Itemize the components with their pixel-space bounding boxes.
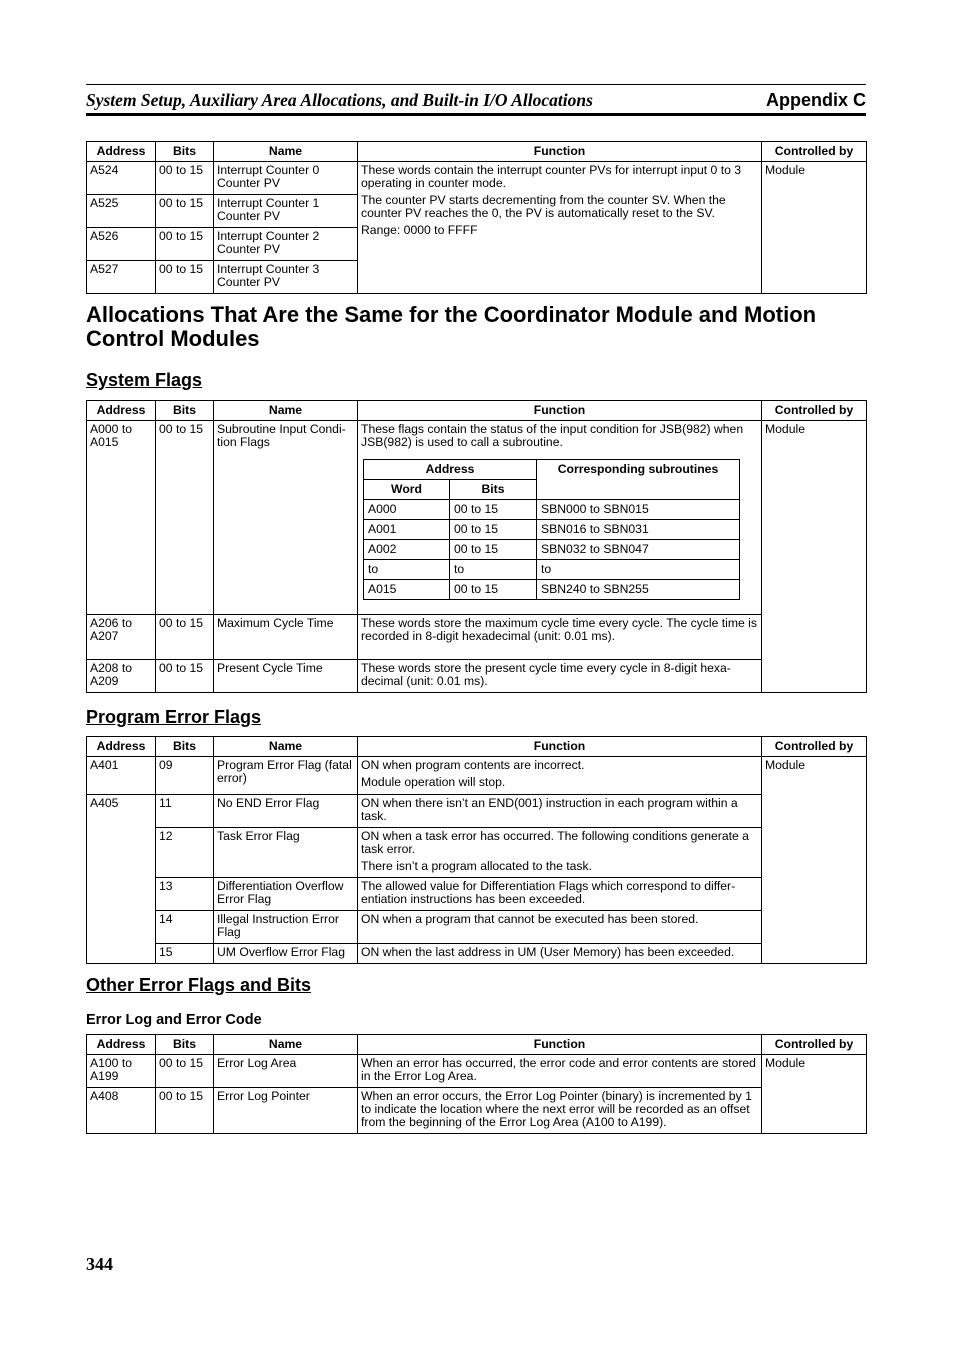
column-header: Address [87, 401, 156, 421]
function-cell: The allowed value for Differentiation Flags which correspond to differ-entiation instructions has been exceeded. [358, 878, 762, 911]
bits-cell: 00 to 15 [156, 660, 214, 693]
address-cell: A524 [87, 162, 156, 195]
table-row [87, 795, 867, 828]
function-cell: When an error has occurred, the error code and error contents are stored in the Error Log Area. [358, 1055, 762, 1088]
page-number: 344 [86, 1254, 113, 1274]
column-header: Address [87, 737, 156, 757]
address-cell: A408 [87, 1088, 156, 1134]
inner-cell: SBN240 to SBN255 [537, 580, 740, 600]
name-cell: Interrupt Counter 1 Counter PV [214, 195, 358, 228]
bits-cell: 00 to 15 [156, 1055, 214, 1088]
running-header-title: System Setup, Auxiliary Area Allocations, and Built-in I/O Allocations [86, 90, 593, 110]
inner-cell: SBN032 to SBN047 [537, 540, 740, 560]
bits-cell: 14 [156, 911, 214, 944]
column-header: Function [358, 1035, 762, 1055]
table-header-row [87, 737, 867, 757]
inner-column-header: Address [364, 460, 537, 480]
column-header: Name [214, 142, 358, 162]
column-header: Name [214, 401, 358, 421]
table-row [87, 162, 867, 195]
table-row [87, 757, 867, 795]
column-header: Name [214, 1035, 358, 1055]
bits-cell: 09 [156, 757, 214, 795]
address-cell: A527 [87, 261, 156, 294]
table-row [87, 828, 867, 878]
bits-cell: 00 to 15 [156, 615, 214, 660]
address-cell: A208 to A209 [87, 660, 156, 693]
column-header: Bits [156, 401, 214, 421]
section-title: Allocations That Are the Same for the Coordinator Module and Motion Control Modules [86, 302, 817, 351]
bits-cell: 15 [156, 944, 214, 964]
inner-cell: to [537, 560, 740, 580]
system-flags-table [86, 400, 867, 693]
function-cell: ON when there isn’t an END(001) instruction in each program within a task. [358, 795, 762, 828]
function-text: These words contain the interrupt counter PVs for interrupt input 0 to 3 operating in counter mode. [361, 163, 742, 190]
function-cell: These words store the present cycle time every cycle in 8-digit hexa-decimal (unit: 0.01 ms). [358, 660, 762, 693]
inner-cell: 00 to 15 [450, 540, 537, 560]
error-log-table [86, 1034, 867, 1134]
controlled-by-cell: Module [762, 421, 867, 693]
name-cell: Subroutine Input Condi-tion Flags [214, 421, 358, 615]
inner-row [364, 560, 740, 580]
function-text: There isn’t a program allocated to the task. [361, 859, 593, 873]
name-cell: Program Error Flag (fatal error) [214, 757, 358, 795]
inner-cell: A000 [364, 500, 450, 520]
table-row [87, 615, 867, 660]
program-error-flags-heading: Program Error Flags [86, 707, 262, 727]
column-header: Controlled by [762, 142, 867, 162]
inner-cell: SBN016 to SBN031 [537, 520, 740, 540]
inner-cell: to [450, 560, 537, 580]
function-cell [358, 162, 762, 294]
inner-cell: A015 [364, 580, 450, 600]
name-cell: Interrupt Counter 2 Counter PV [214, 228, 358, 261]
address-cell: A000 to A015 [87, 421, 156, 615]
system-flags-heading: System Flags [86, 370, 203, 390]
inner-cell: to [364, 560, 450, 580]
function-cell [358, 828, 762, 878]
column-header: Name [214, 737, 358, 757]
function-cell: When an error occurs, the Error Log Pointer (binary) is incremented by 1 to indicate the location where the next error will be recorded as an offset from the beginning of the Error Log Area (A100 to A199). [358, 1088, 762, 1134]
table-row [87, 421, 867, 615]
function-text: These flags contain the status of the input condition for JSB(982) when JSB(982) is used to call a subroutine. [361, 422, 744, 449]
bits-cell: 00 to 15 [156, 421, 214, 615]
bits-cell: 00 to 15 [156, 228, 214, 261]
column-header: Function [358, 142, 762, 162]
function-text: ON when a task error has occurred. The following conditions generate a task error. [361, 829, 749, 856]
column-header: Bits [156, 1035, 214, 1055]
controlled-by-cell: Module [762, 1055, 867, 1134]
bits-cell: 00 to 15 [156, 162, 214, 195]
inner-row [364, 500, 740, 520]
inner-cell: 00 to 15 [450, 520, 537, 540]
function-text: Module operation will stop. [361, 775, 506, 789]
name-cell: Interrupt Counter 3 Counter PV [214, 261, 358, 294]
inner-cell: 00 to 15 [450, 580, 537, 600]
function-cell: ON when a program that cannot be executed has been stored. [358, 911, 762, 944]
column-header: Bits [156, 142, 214, 162]
inner-row [364, 580, 740, 600]
bits-cell: 00 to 15 [156, 1088, 214, 1134]
name-cell: Error Log Area [214, 1055, 358, 1088]
inner-header-row [364, 460, 740, 480]
column-header: Controlled by [762, 401, 867, 421]
table-row [87, 944, 867, 964]
interrupt-counter-table [86, 141, 867, 294]
inner-cell: A001 [364, 520, 450, 540]
inner-cell: SBN000 to SBN015 [537, 500, 740, 520]
bits-cell: 12 [156, 828, 214, 878]
column-header: Controlled by [762, 737, 867, 757]
table-header-row [87, 142, 867, 162]
other-error-flags-heading: Other Error Flags and Bits [86, 975, 312, 995]
address-cell: A405 [87, 795, 156, 964]
error-log-subheading: Error Log and Error Code [86, 1012, 262, 1028]
function-cell [358, 421, 762, 615]
subroutine-map-table [363, 459, 740, 600]
column-header: Address [87, 1035, 156, 1055]
bits-cell: 11 [156, 795, 214, 828]
name-cell: Differentiation Overflow Error Flag [214, 878, 358, 911]
inner-row [364, 520, 740, 540]
table-header-row [87, 1035, 867, 1055]
column-header: Address [87, 142, 156, 162]
inner-row [364, 540, 740, 560]
name-cell: Maximum Cycle Time [214, 615, 358, 660]
function-text: Range: 0000 to FFFF [361, 223, 478, 237]
inner-cell: 00 to 15 [450, 500, 537, 520]
address-cell: A526 [87, 228, 156, 261]
bits-cell: 13 [156, 878, 214, 911]
appendix-label: Appendix C [765, 90, 866, 110]
column-header: Controlled by [762, 1035, 867, 1055]
name-cell: UM Overflow Error Flag [214, 944, 358, 964]
column-header: Function [358, 401, 762, 421]
header-bottom-rule [86, 113, 866, 116]
address-cell: A401 [87, 757, 156, 795]
inner-column-header: Corresponding subroutines [537, 460, 740, 500]
name-cell: Present Cycle Time [214, 660, 358, 693]
bits-cell: 00 to 15 [156, 195, 214, 228]
table-row [87, 1088, 867, 1134]
column-header: Bits [156, 737, 214, 757]
address-cell: A206 to A207 [87, 615, 156, 660]
inner-column-header: Word [364, 480, 450, 500]
function-text: ON when program contents are incorrect. [361, 758, 585, 772]
address-cell: A100 to A199 [87, 1055, 156, 1088]
column-header: Function [358, 737, 762, 757]
inner-column-header: Bits [450, 480, 537, 500]
function-cell: ON when the last address in UM (User Memory) has been exceeded. [358, 944, 762, 964]
name-cell: Task Error Flag [214, 828, 358, 878]
table-row [87, 1055, 867, 1088]
bits-cell: 00 to 15 [156, 261, 214, 294]
function-cell: These words store the maximum cycle time every cycle. The cycle time is recorded in 8-digit hexadecimal (unit: 0.01 ms). [358, 615, 762, 660]
name-cell: Interrupt Counter 0 Counter PV [214, 162, 358, 195]
controlled-by-cell: Module [762, 162, 867, 294]
controlled-by-cell: Module [762, 757, 867, 964]
table-row [87, 911, 867, 944]
name-cell: Error Log Pointer [214, 1088, 358, 1134]
function-cell [358, 757, 762, 795]
table-row [87, 878, 867, 911]
table-header-row [87, 401, 867, 421]
name-cell: No END Error Flag [214, 795, 358, 828]
program-error-flags-table [86, 736, 867, 964]
address-cell: A525 [87, 195, 156, 228]
header-top-rule [86, 84, 866, 85]
inner-cell: A002 [364, 540, 450, 560]
name-cell: Illegal Instruction Error Flag [214, 911, 358, 944]
function-text: The counter PV starts decrementing from the counter SV. When the counter PV reaches the 0, the PV is automatically reset to the SV. [361, 193, 726, 220]
table-row [87, 660, 867, 693]
